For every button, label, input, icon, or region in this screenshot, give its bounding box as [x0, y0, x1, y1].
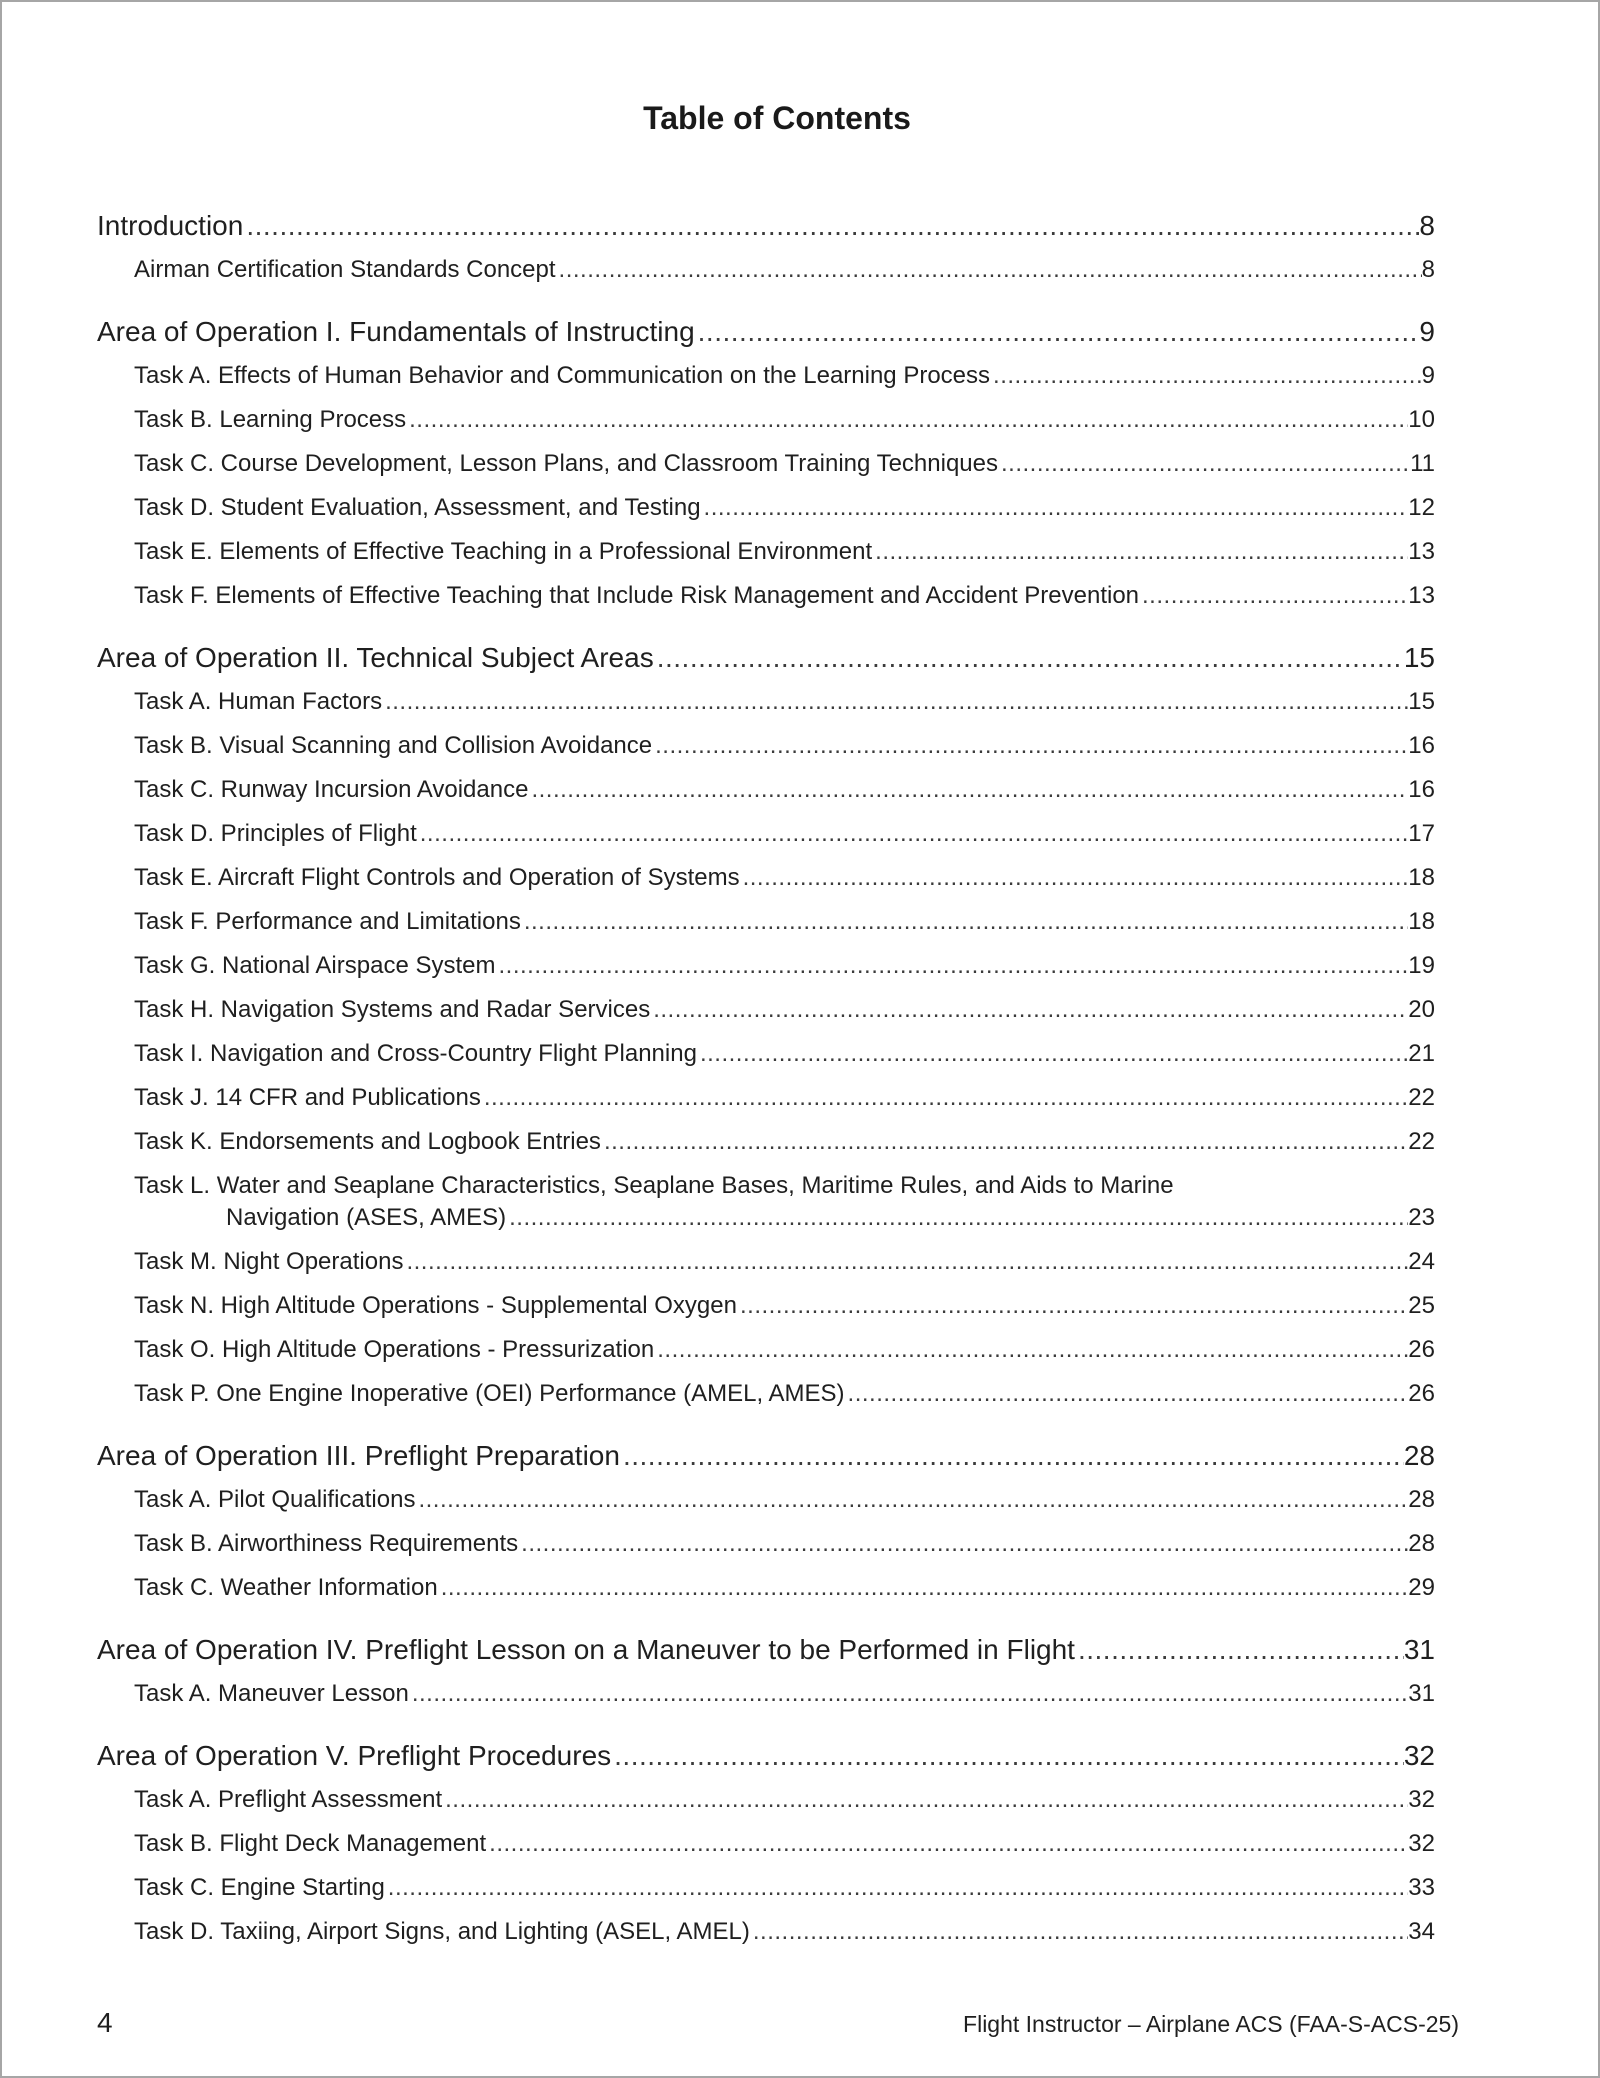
toc-page-number: 31 [1408, 1680, 1435, 1707]
toc-page-number: 26 [1408, 1380, 1435, 1407]
toc-task-entry[interactable] [97, 1478, 1435, 1522]
toc-entry-label: Area of Operation II. Technical Subject Areas [97, 642, 654, 673]
toc-page-number: 9 [1421, 362, 1435, 389]
toc-page-number: 32 [1408, 1830, 1435, 1857]
toc-task-entry[interactable] [97, 900, 1435, 944]
toc-page-number: 34 [1408, 1918, 1435, 1945]
toc-entry-label: Task E. Elements of Effective Teaching in a Professional Environment [134, 538, 873, 565]
dot-leader [243, 204, 1419, 248]
toc-task-entry[interactable] [97, 724, 1435, 768]
toc-entry-label: Task L. Water and Seaplane Characteristics, Seaplane Bases, Maritime Rules, and Aids to Marine [134, 1172, 1174, 1199]
toc-page-number: 8 [1419, 210, 1435, 241]
dot-leader [481, 1076, 1408, 1120]
table-of-contents [2, 204, 1600, 1954]
toc-page-number: 12 [1408, 494, 1435, 521]
toc-entry-label: Task A. Preflight Assessment [134, 1786, 443, 1813]
toc-task-entry[interactable] [97, 680, 1435, 724]
dot-leader [654, 1328, 1408, 1372]
toc-area-entry[interactable] [97, 1628, 1435, 1672]
toc-task-entry[interactable] [97, 1032, 1435, 1076]
toc-page-number: 29 [1408, 1574, 1435, 1601]
toc-entry-label: Task A. Effects of Human Behavior and Communication on the Learning Process [134, 362, 991, 389]
toc-entry-label: Introduction [97, 210, 244, 241]
page-number: 4 [97, 2007, 113, 2038]
dot-leader [415, 1478, 1408, 1522]
toc-entry-label: Task D. Principles of Flight [134, 820, 417, 847]
toc-entry-label: Task E. Aircraft Flight Controls and Operation of Systems [134, 864, 740, 891]
toc-entry-label: Task P. One Engine Inoperative (OEI) Performance (AMEL, AMES) [134, 1380, 845, 1407]
dot-leader [382, 680, 1408, 724]
dot-leader [620, 1434, 1404, 1478]
toc-entry-label: Task B. Airworthiness Requirements [134, 1530, 519, 1557]
dot-leader [521, 900, 1408, 944]
dot-leader [990, 354, 1422, 398]
dot-leader [1075, 1628, 1404, 1672]
dot-leader [650, 988, 1408, 1032]
toc-page-number: 24 [1408, 1248, 1435, 1275]
toc-entry-label: Area of Operation V. Preflight Procedures [97, 1740, 612, 1771]
dot-leader [652, 724, 1408, 768]
dot-leader [740, 856, 1409, 900]
dot-leader [385, 1866, 1409, 1910]
toc-task-entry[interactable] [97, 1284, 1435, 1328]
toc-area-entry[interactable] [97, 310, 1435, 354]
toc-page-number: 16 [1408, 776, 1435, 803]
dot-leader [998, 442, 1410, 486]
toc-task-entry[interactable] [97, 1866, 1435, 1910]
toc-entry-label: Task A. Maneuver Lesson [134, 1680, 409, 1707]
toc-page-number: 9 [1419, 316, 1435, 347]
toc-entry-label: Task B. Learning Process [134, 406, 407, 433]
toc-page-number: 15 [1408, 688, 1435, 715]
toc-task-entry[interactable] [97, 1372, 1435, 1416]
toc-page-number: 28 [1403, 1440, 1435, 1471]
toc-page-number: 22 [1408, 1128, 1435, 1155]
toc-entry-label: Area of Operation III. Preflight Preparation [97, 1440, 620, 1471]
toc-task-entry[interactable] [97, 398, 1435, 442]
toc-page-number: 8 [1421, 256, 1435, 283]
toc-entry-label: Task O. High Altitude Operations - Pressurization [134, 1336, 655, 1363]
dot-leader [695, 310, 1420, 354]
dot-leader [506, 1202, 1408, 1234]
dot-leader [518, 1522, 1408, 1566]
toc-page-number: 16 [1408, 732, 1435, 759]
toc-entry-label: Task B. Flight Deck Management [134, 1830, 487, 1857]
toc-task-entry[interactable] [97, 530, 1435, 574]
toc-entry-label: Task D. Taxiing, Airport Signs, and Lighting (ASEL, AMEL) [134, 1918, 750, 1945]
toc-page-number: 26 [1408, 1336, 1435, 1363]
dot-leader [417, 812, 1409, 856]
toc-page-number: 11 [1410, 450, 1435, 477]
dot-leader [442, 1778, 1408, 1822]
toc-task-entry[interactable] [97, 1240, 1435, 1284]
dot-leader [697, 1032, 1408, 1076]
toc-area-entry[interactable] [97, 1434, 1435, 1478]
toc-task-entry[interactable] [97, 1778, 1435, 1822]
dot-leader [601, 1120, 1408, 1164]
toc-page-number: 25 [1408, 1292, 1435, 1319]
toc-entry-label: Task J. 14 CFR and Publications [134, 1084, 481, 1111]
toc-task-entry[interactable] [97, 944, 1435, 988]
dot-leader [1139, 574, 1408, 618]
toc-page-number: 19 [1408, 952, 1435, 979]
toc-page-number: 17 [1408, 820, 1435, 847]
dot-leader [845, 1372, 1409, 1416]
toc-page-number: 32 [1403, 1740, 1435, 1771]
toc-entry-label: Task G. National Airspace System [134, 952, 496, 979]
toc-task-entry[interactable] [97, 1522, 1435, 1566]
dot-leader [495, 944, 1408, 988]
toc-entry-label: Task B. Visual Scanning and Collision Avoidance [134, 732, 653, 759]
dot-leader [737, 1284, 1408, 1328]
document-title: Flight Instructor – Airplane ACS (FAA-S-ACS-25) [963, 2011, 1459, 2037]
toc-task-entry[interactable] [97, 768, 1435, 812]
toc-entry-label: Area of Operation IV. Preflight Lesson on a Maneuver to be Performed in Flight [97, 1634, 1075, 1665]
dot-leader [528, 768, 1408, 812]
toc-entry-label: Task H. Navigation Systems and Radar Services [134, 996, 651, 1023]
dot-leader [409, 1672, 1408, 1716]
toc-task-entry[interactable] [97, 486, 1435, 530]
toc-page-number: 20 [1408, 996, 1435, 1023]
dot-leader [406, 398, 1408, 442]
dot-leader [438, 1566, 1409, 1610]
toc-entry-label: Task C. Engine Starting [134, 1874, 385, 1901]
dot-leader [701, 486, 1409, 530]
toc-area-entry[interactable] [97, 204, 1435, 248]
toc-entry-continuation [134, 1202, 1435, 1234]
toc-entry-label: Task A. Human Factors [134, 688, 383, 715]
toc-entry-label: Task F. Performance and Limitations [134, 908, 521, 935]
toc-entry-label: Task C. Runway Incursion Avoidance [134, 776, 529, 803]
toc-task-entry[interactable] [97, 1120, 1435, 1164]
toc-task-entry[interactable] [97, 1076, 1435, 1120]
toc-entry-label: Task C. Course Development, Lesson Plans, and Classroom Training Techniques [134, 450, 998, 477]
toc-entry-label: Task M. Night Operations [134, 1248, 404, 1275]
dot-leader [872, 530, 1408, 574]
toc-task-entry[interactable] [97, 248, 1435, 292]
toc-task-entry[interactable] [97, 442, 1435, 486]
toc-task-entry[interactable] [97, 574, 1435, 618]
toc-task-entry[interactable] [97, 988, 1435, 1032]
toc-page-number: 13 [1408, 538, 1435, 565]
toc-page-number: 15 [1403, 642, 1435, 673]
toc-entry-label: Task C. Weather Information [134, 1574, 438, 1601]
toc-task-entry[interactable] [97, 1328, 1435, 1372]
toc-page-number: 18 [1408, 908, 1435, 935]
toc-page-number: 13 [1408, 582, 1435, 609]
toc-task-entry[interactable] [97, 812, 1435, 856]
toc-entry-label: Task F. Elements of Effective Teaching that Include Risk Management and Accident Prevention [134, 582, 1140, 609]
toc-page-number: 18 [1408, 864, 1435, 891]
toc-page-number: 31 [1403, 1634, 1435, 1665]
dot-leader [750, 1910, 1408, 1954]
toc-entry-label: Task D. Student Evaluation, Assessment, and Testing [134, 494, 701, 521]
toc-area-entry[interactable] [97, 1734, 1435, 1778]
toc-page-number: 21 [1408, 1040, 1435, 1067]
toc-entry-label: Area of Operation I. Fundamentals of Instructing [97, 316, 695, 347]
dot-leader [611, 1734, 1404, 1778]
toc-task-entry[interactable] [97, 1566, 1435, 1610]
dot-leader [403, 1240, 1408, 1284]
toc-page-number: 10 [1408, 406, 1435, 433]
toc-area-entry[interactable] [97, 636, 1435, 680]
toc-entry-label: Airman Certification Standards Concept [134, 256, 556, 283]
toc-entry-label-continued: Navigation (ASES, AMES) [226, 1204, 507, 1231]
toc-page-number: 22 [1408, 1084, 1435, 1111]
toc-task-entry[interactable] [97, 1672, 1435, 1716]
toc-task-entry[interactable] [97, 1910, 1435, 1954]
page-footer [97, 2007, 1459, 2043]
dot-leader [486, 1822, 1408, 1866]
toc-task-entry[interactable] [97, 856, 1435, 900]
page-title: Table of Contents [643, 100, 911, 136]
toc-task-entry[interactable] [97, 1164, 1435, 1240]
toc-entry-label: Task K. Endorsements and Logbook Entries [134, 1128, 601, 1155]
toc-page-number: 32 [1408, 1786, 1435, 1813]
toc-page-number: 23 [1408, 1204, 1435, 1231]
toc-task-entry[interactable] [97, 354, 1435, 398]
toc-page-number: 28 [1408, 1486, 1435, 1513]
toc-entry-label: Task I. Navigation and Cross-Country Flight Planning [134, 1040, 697, 1067]
toc-entry-label: Task A. Pilot Qualifications [134, 1486, 416, 1513]
toc-page-number: 28 [1408, 1530, 1435, 1557]
dot-leader [556, 248, 1422, 292]
toc-task-entry[interactable] [97, 1822, 1435, 1866]
toc-entry-label: Task N. High Altitude Operations - Supplemental Oxygen [134, 1292, 737, 1319]
dot-leader [654, 636, 1404, 680]
toc-page-number: 33 [1408, 1874, 1435, 1901]
